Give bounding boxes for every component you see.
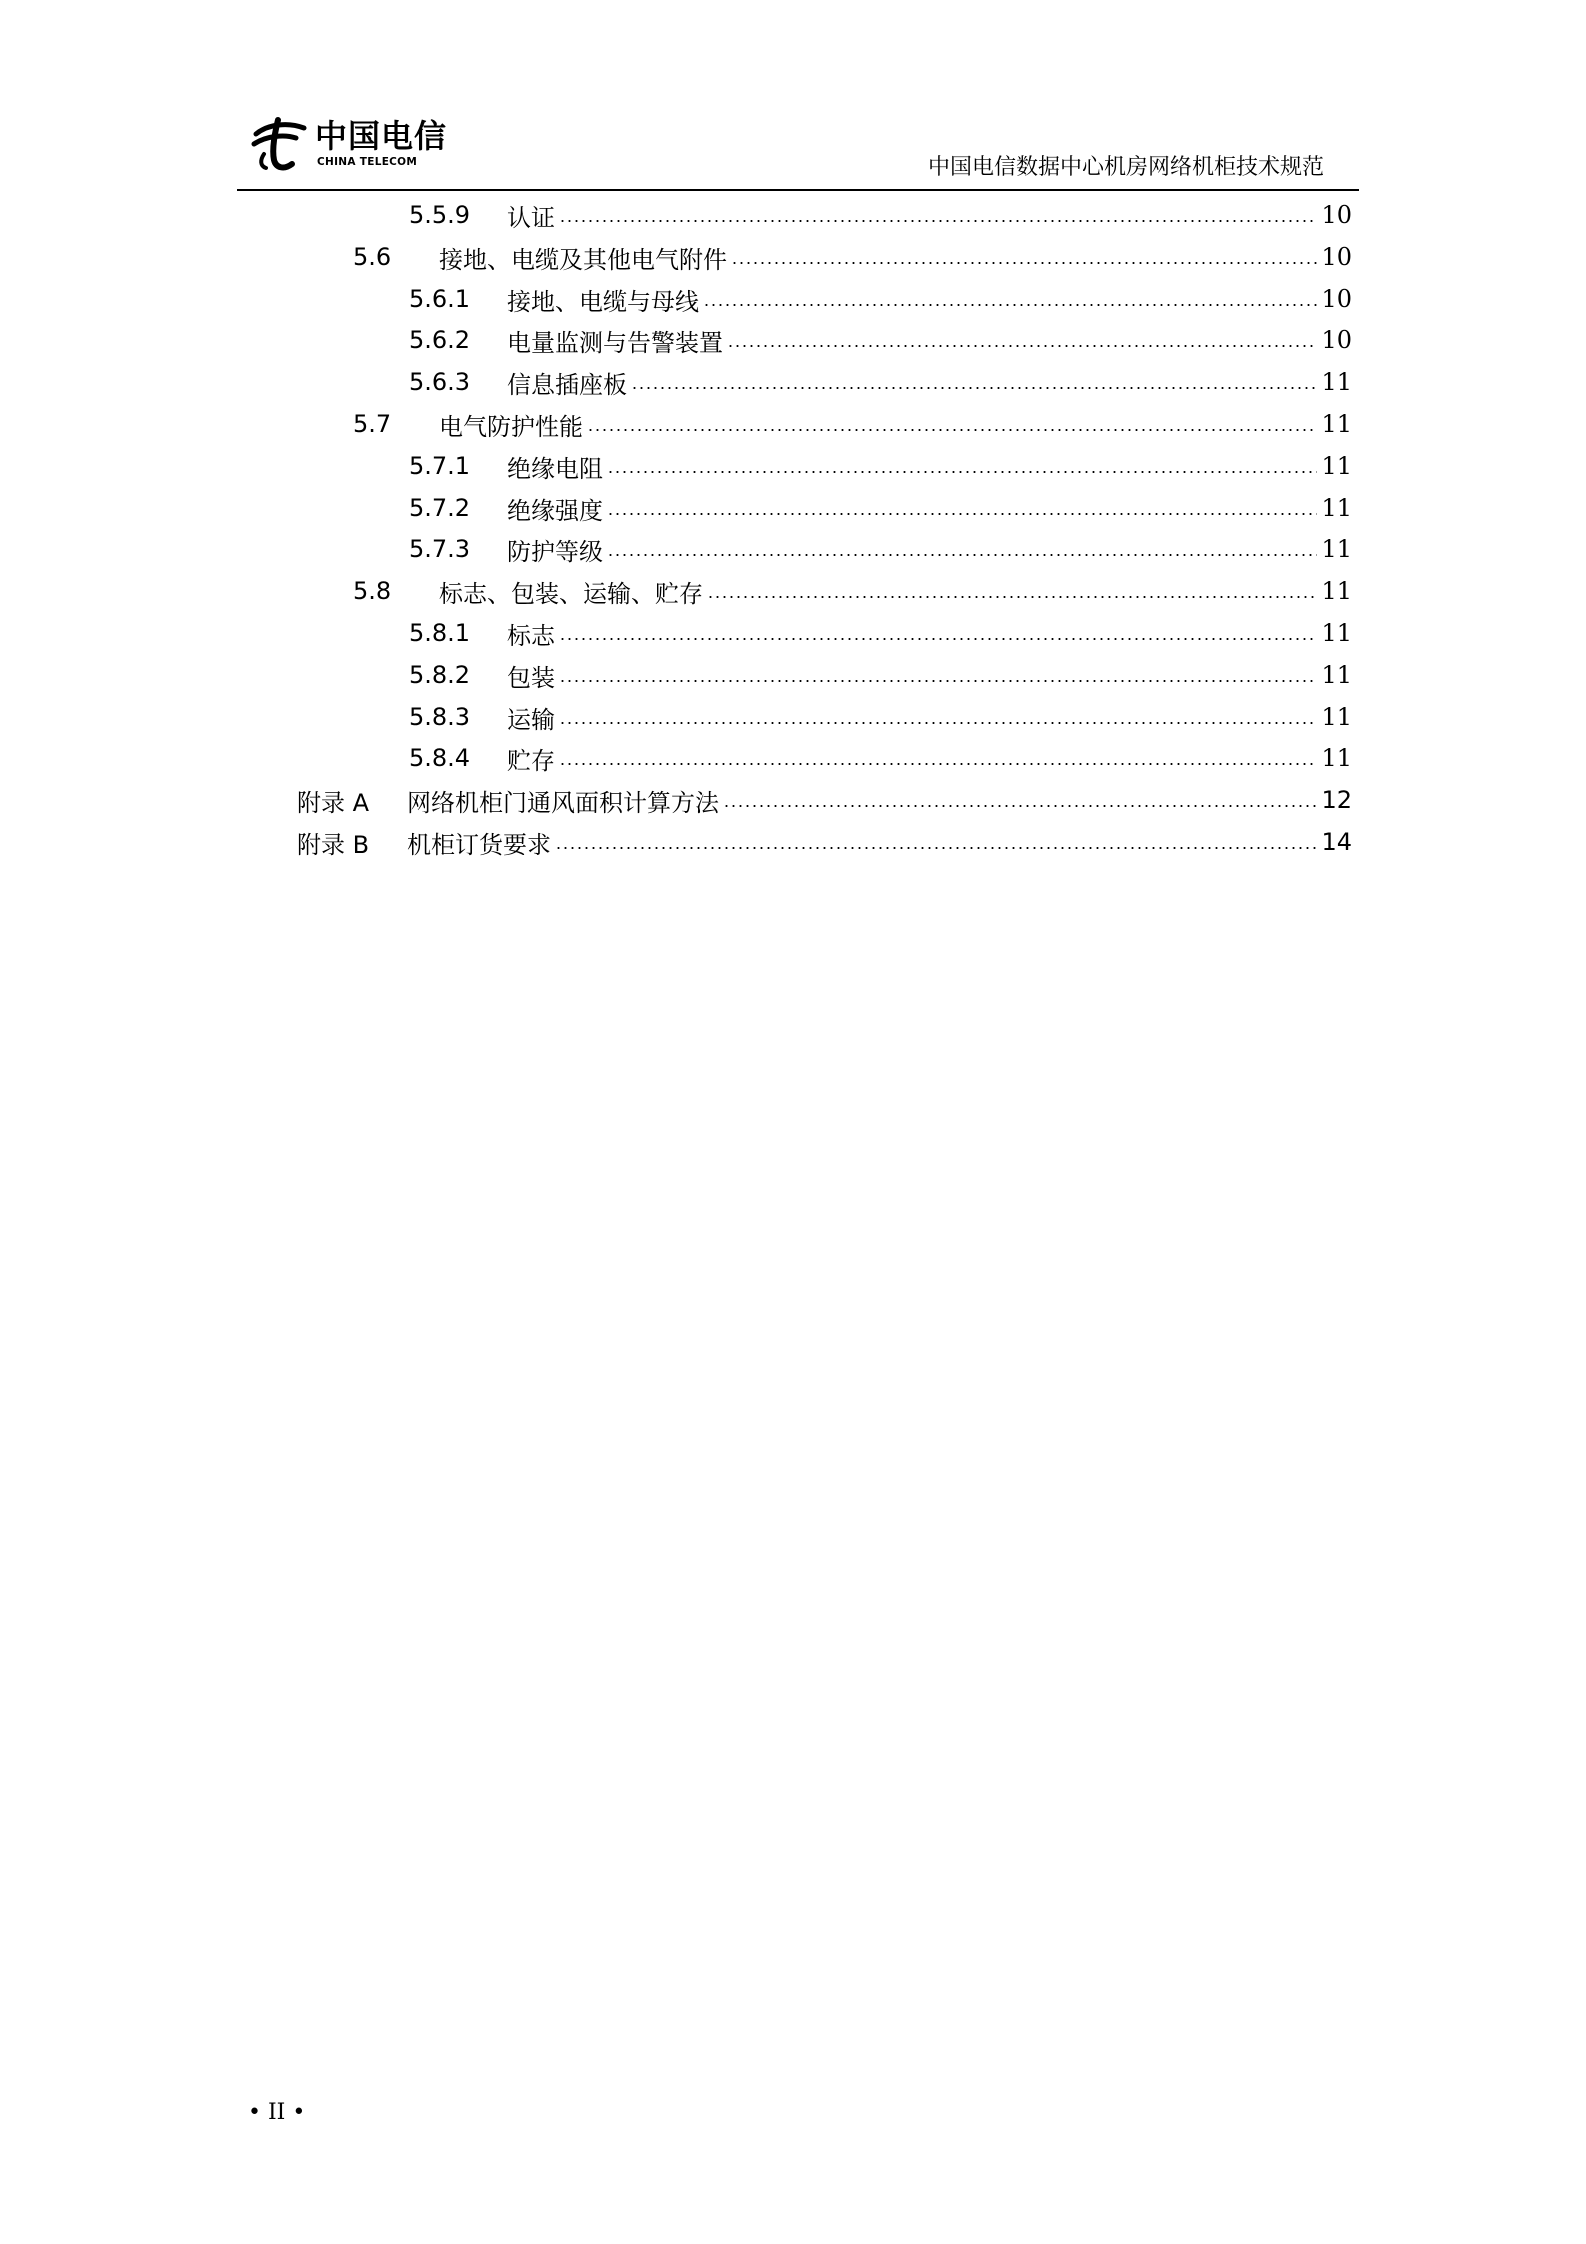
toc-entry-page: 10 — [1321, 243, 1352, 271]
toc-entry-title: 包装 — [507, 663, 555, 692]
toc-entry-title: 接地、电缆及其他电气附件 — [439, 245, 727, 274]
toc-entry-number: 5.6.3 — [409, 368, 471, 396]
toc-entry-number: 5.8 — [353, 577, 392, 605]
toc-entry[interactable] — [409, 278, 1352, 320]
toc-entry[interactable] — [409, 654, 1352, 696]
toc-entry[interactable] — [409, 487, 1352, 529]
toc-entry-page: 11 — [1321, 535, 1352, 563]
toc-entry-page: 11 — [1321, 619, 1352, 647]
toc-entry-page: 10 — [1321, 201, 1352, 229]
toc-entry-page: 11 — [1321, 368, 1352, 396]
toc-entry-page: 11 — [1321, 661, 1352, 689]
logo-chinese-text: 中国电信 — [315, 117, 448, 155]
toc-entry[interactable] — [409, 696, 1352, 738]
toc-entry-title: 认证 — [507, 203, 555, 232]
toc-dot-leader — [607, 509, 1317, 519]
toc-entry-page: 12 — [1321, 786, 1352, 814]
toc-entry-page: 10 — [1321, 326, 1352, 354]
toc-entry-number: 5.7 — [353, 410, 392, 438]
toc-dot-leader — [559, 634, 1317, 644]
toc-entry-page: 14 — [1321, 828, 1352, 856]
toc-dot-leader — [559, 718, 1317, 728]
header-divider — [237, 189, 1359, 191]
toc-entry-title: 绝缘电阻 — [507, 454, 603, 483]
toc-entry[interactable] — [409, 737, 1352, 779]
toc-dot-leader — [559, 676, 1317, 686]
toc-dot-leader — [555, 843, 1317, 853]
toc-entry-number: 5.6 — [353, 243, 392, 271]
toc-entry-number: 5.7.2 — [409, 494, 471, 522]
toc-entry[interactable] — [353, 403, 1352, 445]
toc-entry[interactable] — [409, 361, 1352, 403]
toc-entry-number: 附录 B — [297, 830, 370, 859]
toc-entry-title: 标志、包装、运输、贮存 — [439, 579, 703, 608]
toc-dot-leader — [587, 425, 1317, 435]
toc-entry-title: 信息插座板 — [507, 370, 627, 399]
toc-entry-appendix[interactable] — [297, 821, 1352, 863]
logo-english-text: CHINA TELECOM — [317, 156, 418, 168]
toc-entry-number: 5.7.1 — [409, 452, 471, 480]
china-telecom-mark-icon — [250, 114, 308, 174]
toc-dot-leader — [723, 801, 1317, 811]
toc-entry-page: 11 — [1321, 452, 1352, 480]
toc-dot-leader — [707, 592, 1317, 602]
toc-entry-title: 接地、电缆与母线 — [507, 287, 699, 316]
toc-dot-leader — [607, 467, 1317, 477]
toc-entry-page: 11 — [1321, 744, 1352, 772]
toc-entry-page: 10 — [1321, 285, 1352, 313]
toc-entry[interactable] — [409, 528, 1352, 570]
toc-dot-leader — [559, 759, 1317, 769]
toc-entry-number: 5.8.4 — [409, 744, 471, 772]
page-number: • II • — [248, 2100, 306, 2125]
toc-dot-leader — [731, 258, 1317, 268]
toc-entry-number: 5.7.3 — [409, 535, 471, 563]
toc-entry-number: 附录 A — [297, 788, 370, 817]
toc-entry-title: 网络机柜门通风面积计算方法 — [407, 788, 719, 817]
toc-entry-number: 5.5.9 — [409, 201, 471, 229]
toc-entry-title: 电量监测与告警装置 — [507, 328, 723, 357]
toc-entry-title: 运输 — [507, 705, 555, 734]
toc-dot-leader — [703, 300, 1317, 310]
document-title: 中国电信数据中心机房网络机柜技术规范 — [927, 155, 1324, 180]
toc-entry[interactable] — [409, 319, 1352, 361]
toc-entry-title: 电气防护性能 — [439, 412, 583, 441]
toc-entry-appendix[interactable] — [297, 779, 1352, 821]
china-telecom-logo — [250, 114, 448, 176]
toc-dot-leader — [607, 550, 1317, 560]
toc-entry-title: 贮存 — [507, 746, 555, 775]
toc-entry-title: 防护等级 — [507, 537, 603, 566]
toc-entry[interactable] — [353, 236, 1352, 278]
toc-dot-leader — [631, 383, 1317, 393]
toc-entry-page: 11 — [1321, 703, 1352, 731]
toc-dot-leader — [727, 341, 1317, 351]
toc-entry[interactable] — [409, 194, 1352, 236]
toc-entry-number: 5.8.1 — [409, 619, 471, 647]
toc-entry-page: 11 — [1321, 494, 1352, 522]
toc-dot-leader — [559, 216, 1317, 226]
toc-entry-title: 机柜订货要求 — [407, 830, 551, 859]
toc-entry-number: 5.8.3 — [409, 703, 471, 731]
toc-entry[interactable] — [409, 612, 1352, 654]
toc-entry[interactable] — [353, 570, 1352, 612]
toc-entry-page: 11 — [1321, 577, 1352, 605]
toc-entry-number: 5.8.2 — [409, 661, 471, 689]
toc-entry-number: 5.6.1 — [409, 285, 471, 313]
toc-entry-page: 11 — [1321, 410, 1352, 438]
toc-entry[interactable] — [409, 445, 1352, 487]
toc-entry-title: 绝缘强度 — [507, 496, 603, 525]
toc-entry-number: 5.6.2 — [409, 326, 471, 354]
toc-entry-title: 标志 — [507, 621, 555, 650]
